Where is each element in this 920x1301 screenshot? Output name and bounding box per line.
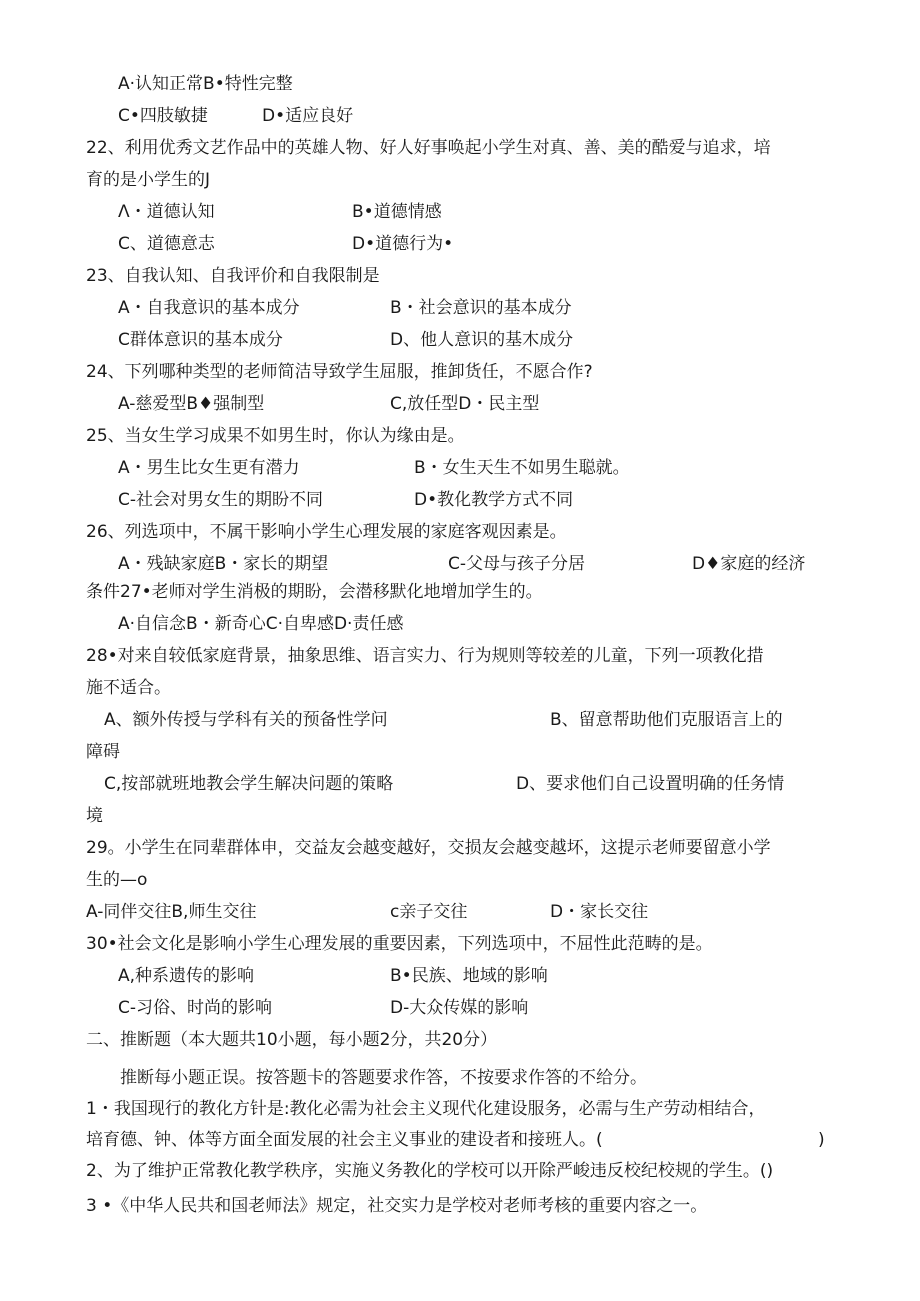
line-19: B・女生天生不如男生聪就。 [414,458,630,478]
line-27: A·自信念B・新奇心C·自卑感D·责任感 [118,614,404,634]
line-40: D・家长交往 [550,902,649,922]
line-15: A-慈爱型B♦强制型 [118,394,265,414]
line-10: A・自我意识的基本成分 [118,298,300,318]
line-52: 3 •《中华人民共和国老师法》规定，社交实力是学校对老师考核的重要内容之一。 [86,1196,708,1216]
line-12: C群体意识的基本成分 [118,330,283,350]
line-36: 29。小学生在同辈群体申，交益友会越变越好，交损友会越变越坏，这提示老师要留意小学 [86,838,771,858]
line-34: D、要求他们自己设置明确的任务情 [516,774,785,794]
line-45: D-大众传媒的影响 [390,998,529,1018]
line-13: D、他人意识的基木成分 [390,330,574,350]
line-32: 障碍 [86,742,120,762]
line-1: C•四肢敏捷 [118,106,208,126]
line-21: D•教化教学方式不同 [414,490,574,510]
line-17: 25、当女生学习成果不如男生时，你认为缘由是。 [86,426,465,446]
line-5: Λ・道德认知 [118,202,215,222]
line-46: 二、推断题（本大题共10小题，每小题2分，共20分） [86,1030,498,1050]
line-35: 境 [86,806,103,826]
line-30: A、额外传授与学科有关的预备性学问 [104,710,388,730]
line-39: c亲子交往 [390,902,468,922]
line-42: A,种系遗传的影响 [118,966,255,986]
line-26: 条件27•老师对学生消极的期盼，会潜移默化地增加学生的。 [86,582,543,602]
line-11: B・社会意识的基本成分 [390,298,572,318]
line-6: B•道德情感 [352,202,442,222]
line-3: 22、利用优秀文艺作品中的英雄人物、好人好事唤起小学生对真、善、美的酷爱与追求，培 [86,138,771,158]
line-47: 推断每小题正误。按答题卡的答题要求作答，不按要求作答的不给分。 [120,1068,647,1088]
line-37: 生的—o [86,870,148,890]
line-31: B、留意帮助他们克服语言上的 [550,710,783,730]
line-9: 23、自我认知、自我评价和自我限制是 [86,266,380,286]
line-41: 30•社会文化是影响小学生心理发展的重要因素，下列选项中，不屈性此范畴的是。 [86,934,713,954]
line-22: 26、列选项中，不属干影响小学生心理发展的家庭客观因素是。 [86,522,567,542]
line-2: D•适应良好 [262,106,354,126]
line-48: 1・我国现行的教化方针是:教化必需为社会主义现代化建设服务，必需与生产劳动相结合， [86,1099,766,1119]
line-38: A-同伴交往B,师生交往 [86,902,257,922]
line-20: C-社会对男女生的期盼不同 [118,490,324,510]
line-23: A・残缺家庭B・家长的期望 [118,554,329,574]
line-50: ) [818,1130,825,1150]
line-8: D•道德行为• [352,234,454,254]
line-18: A・男生比女生更有潜力 [118,458,300,478]
line-16: C,放任型D・民主型 [390,394,540,414]
line-7: C、道德意志 [118,234,215,254]
line-4: 育的是小学生的J [86,170,211,190]
line-33: C,按部就班地教会学生解决问题的策略 [104,774,394,794]
line-43: B•民族、地域的影响 [390,966,548,986]
line-51: 2、为了维护正常教化教学秩序，实施义务教化的学校可以开除严峻违反校纪校规的学生。() [86,1161,774,1181]
line-25: D♦家庭的经济 [692,554,806,574]
line-49: 培育德、钟、体等方面全面发展的社会主义事业的建设者和接班人。( [86,1130,603,1150]
line-28: 28•对来自较低家庭背景，抽象思维、语言实力、行为规则等较差的儿童，下列一项教化措 [86,646,764,666]
line-44: C-习俗、时尚的影响 [118,998,273,1018]
line-0: A·认知正常B•特性完整 [118,74,293,94]
line-14: 24、下列哪种类型的老师简洁导致学生屈服，推卸货任，不愿合作? [86,362,593,382]
line-29: 施不适合。 [86,678,171,698]
line-24: C-父母与孩子分居 [448,554,586,574]
